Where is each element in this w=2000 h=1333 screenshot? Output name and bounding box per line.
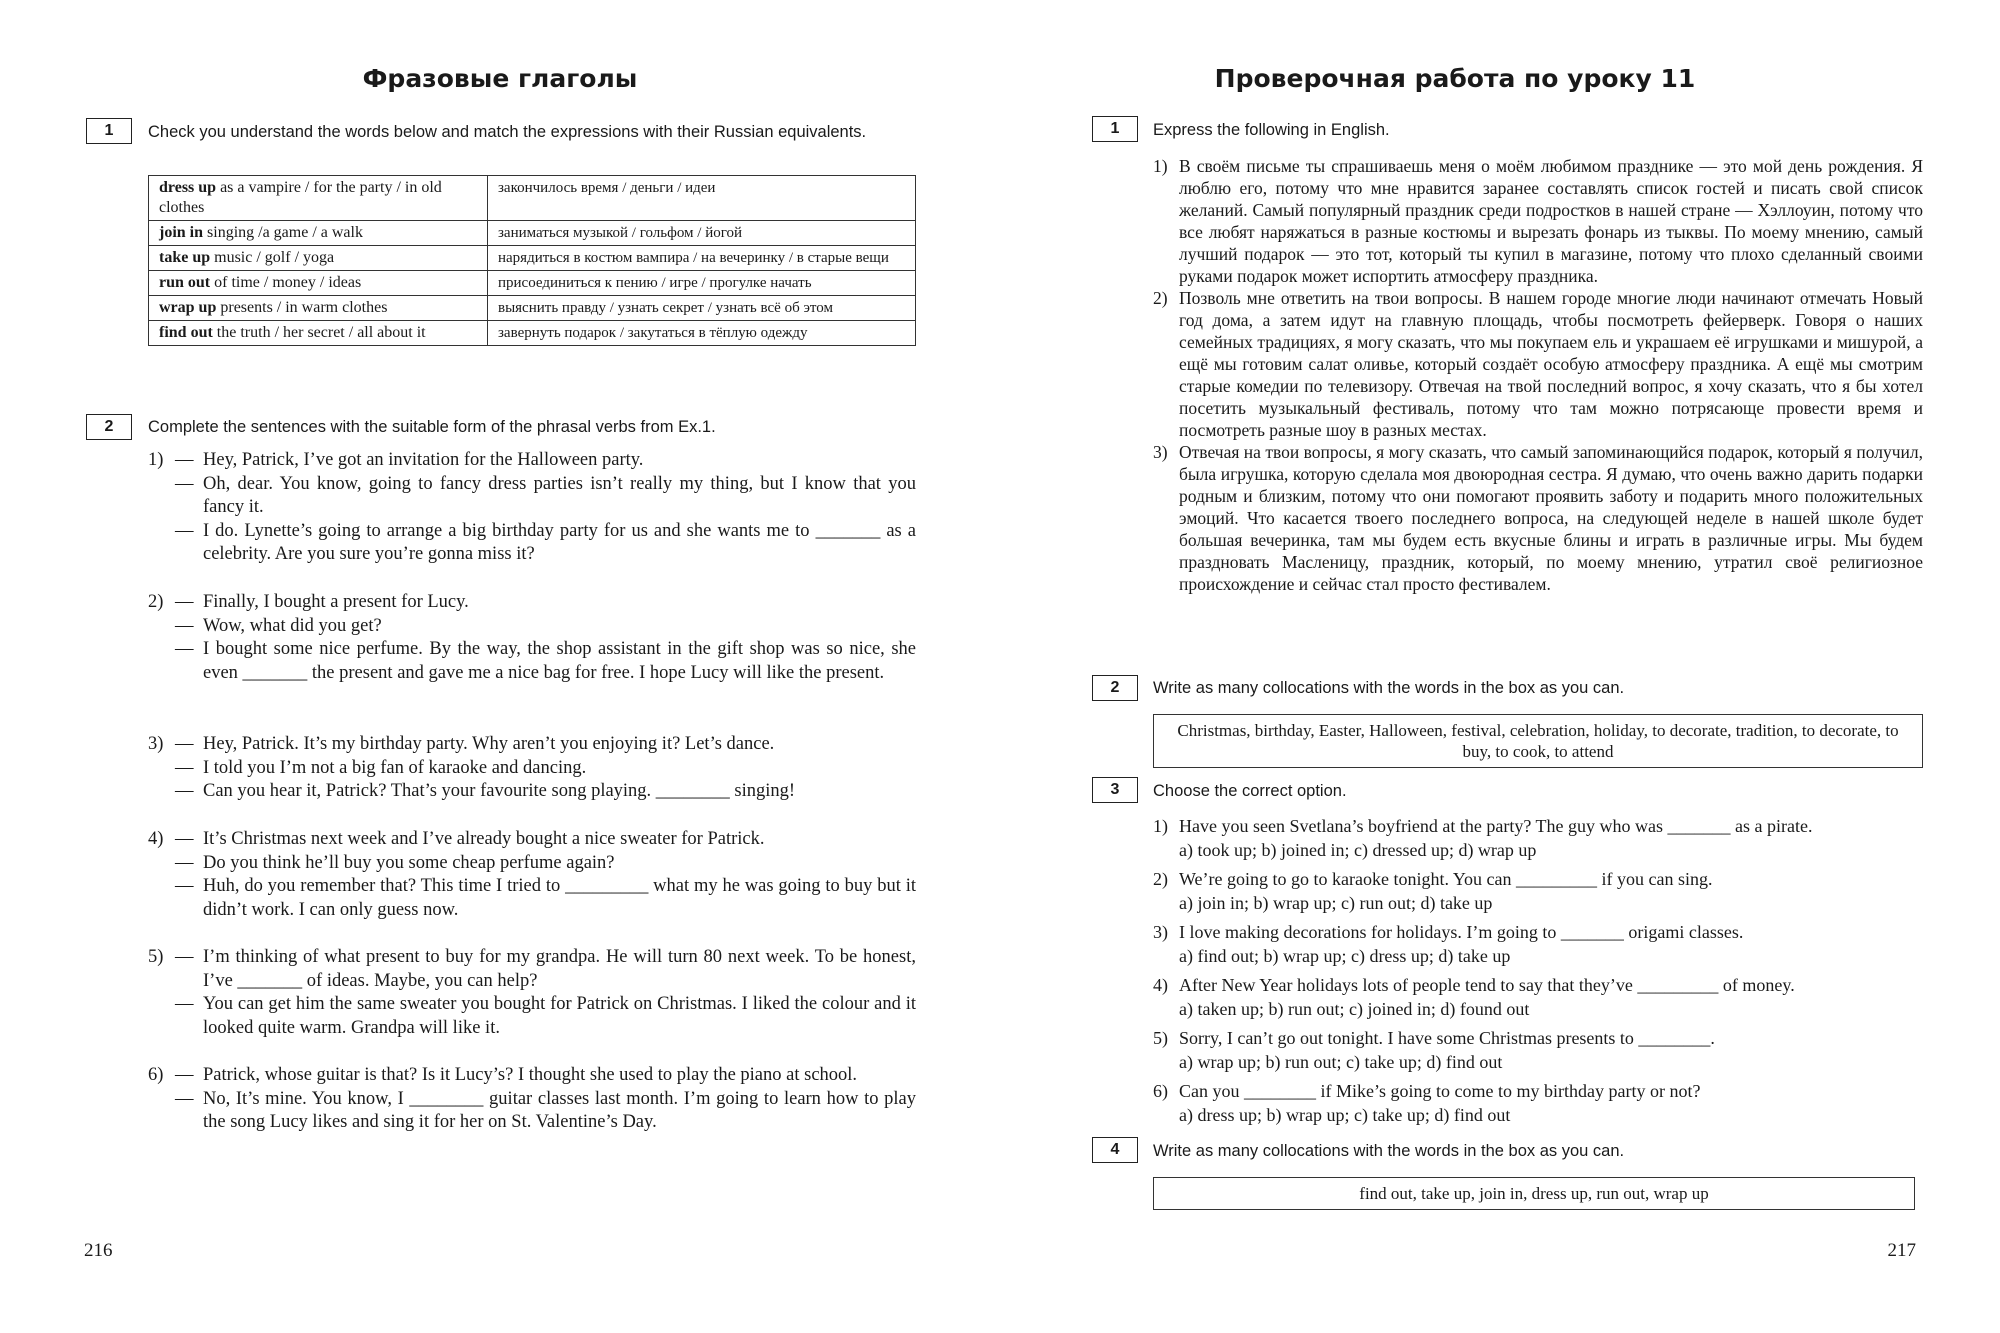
verb-collocations: presents / in warm clothes <box>216 299 388 316</box>
dash-marker: — <box>175 829 194 849</box>
dialogue-text: Hey, Patrick, I’ve got an invitation for the Halloween party. <box>203 450 644 470</box>
verb-collocations: singing /a game / a walk <box>203 224 363 241</box>
translation-item <box>1153 287 1923 441</box>
russian-equivalent-cell: заниматься музыкой / гольфом / йогой <box>488 221 916 246</box>
exercise-instruction: Write as many collocations with the words in the box as you can. <box>1153 1142 1625 1160</box>
question-text: Can you ________ if Mike’s going to come to my birthday party or not? <box>1179 1081 1701 1101</box>
item-number: 6) <box>148 1065 164 1085</box>
dialogue-line <box>148 520 916 567</box>
question-text: Have you seen Svetlana’s boyfriend at the party? The guy who was _______ as a pirate. <box>1179 816 1813 836</box>
answer-options: a) took up; b) joined in; c) dressed up; d) wrap up <box>1179 839 1537 860</box>
answer-options: a) join in; b) wrap up; c) run out; d) take up <box>1179 892 1493 913</box>
multiple-choice-list <box>1153 815 1923 1127</box>
dash-marker: — <box>175 639 194 659</box>
english-expression-cell <box>149 221 488 246</box>
dash-marker: — <box>175 781 194 801</box>
dialogue-text: I bought some nice perfume. By the way, the shop assistant in the gift shop was so nice, she even _______ the present and gave me a nice bag for free. I hope Lucy will like the present. <box>203 639 916 683</box>
item-number: 3) <box>148 734 164 754</box>
answer-options: a) find out; b) wrap up; c) dress up; d) take up <box>1179 945 1511 966</box>
dash-marker: — <box>175 947 194 967</box>
russian-equivalent-cell: нарядиться в костюм вампира / на вечеринку / в старые вещи <box>488 246 916 271</box>
page-number: 217 <box>1887 1240 1916 1261</box>
exercise-number-badge: 1 <box>1092 116 1138 142</box>
dialogue <box>148 591 916 685</box>
phrasal-verbs-table <box>148 175 916 346</box>
dialogue <box>148 449 916 567</box>
answer-options: a) taken up; b) run out; c) joined in; d) found out <box>1179 998 1530 1019</box>
dialogue-text: Do you think he’ll buy you some cheap perfume again? <box>203 852 615 873</box>
exercise-number-badge: 1 <box>86 118 132 144</box>
russian-equivalent-cell: закончилось время / деньги / идеи <box>488 176 916 221</box>
english-expression-cell <box>149 176 488 221</box>
english-expression-cell <box>149 246 488 271</box>
dash-marker: — <box>175 473 194 494</box>
item-number: 1) <box>1153 156 1168 176</box>
page-title: Фразовые глаголы <box>362 64 638 93</box>
phrasal-verb: dress up <box>159 179 217 196</box>
item-number: 2) <box>148 592 164 612</box>
dash-marker: — <box>175 852 194 873</box>
dialogue-text: I do. Lynette’s going to arrange a big birthday party for us and she wants me to _______ as a celebrity. Are you sure you’re gonna miss it? <box>203 520 916 564</box>
question-text: Sorry, I can’t go out tonight. I have some Christmas presents to ________. <box>1179 1028 1715 1048</box>
phrasal-verb: wrap up <box>159 299 217 316</box>
dash-marker: — <box>175 1088 194 1109</box>
dash-marker: — <box>175 592 194 612</box>
dash-marker: — <box>175 1065 194 1085</box>
table-row <box>149 296 916 321</box>
dialogue-line <box>148 1088 916 1135</box>
dash-marker: — <box>175 757 194 778</box>
choice-question <box>1153 868 1923 915</box>
exercise-number-badge: 2 <box>86 414 132 440</box>
page-title: Проверочная работа по уроку 11 <box>1214 64 1696 93</box>
answer-options: a) wrap up; b) run out; c) take up; d) find out <box>1179 1051 1503 1072</box>
item-number: 2) <box>1153 869 1168 889</box>
exercise-number-badge: 2 <box>1092 675 1138 701</box>
dialogue-text: It’s Christmas next week and I’ve already bought a nice sweater for Patrick. <box>203 829 765 849</box>
dialogue-text: You can get him the same sweater you bought for Patrick on Christmas. I liked the colour and it looked quite warm. Grandpa will like it. <box>203 994 916 1038</box>
dialogue <box>148 828 916 922</box>
verb-collocations: of time / money / ideas <box>210 274 362 291</box>
dialogue-line <box>148 757 916 781</box>
dialogue-line <box>148 449 916 473</box>
russian-equivalent-cell: присоединиться к пению / игре / прогулке начать <box>488 271 916 296</box>
dialogue-line <box>148 591 916 615</box>
dash-marker: — <box>175 520 194 541</box>
item-number: 2) <box>1153 288 1168 308</box>
english-expression-cell <box>149 321 488 346</box>
translation-task-list <box>1153 155 1923 595</box>
choice-question <box>1153 1080 1923 1127</box>
translation-text: Отвечая на твои вопросы, я могу сказать, что самый запоминающийся подарок, который я получил, была игрушка, которую сделала моя двоюродная сестра. Я думаю, что очень важно дарить подарки родным и близким, потому что они помогают проявить заботу и подарить много положительных эмоций. Что касается твоего последнего вопроса, на следующей неделе в нашей школе будет большая вечеринка, там мы будем есть вкусные блины и играть в различные игры. Мы будем праздновать Масленицу, праздник, который, по моему мнению, утратил своё религиозное происхождение и сейчас стал просто фестивалем. <box>1179 442 1923 594</box>
answer-options: a) dress up; b) wrap up; c) take up; d) find out <box>1179 1104 1511 1125</box>
item-number: 1) <box>1153 816 1168 836</box>
translation-item <box>1153 441 1923 595</box>
dialogue-text: Hey, Patrick. It’s my birthday party. Why aren’t you enjoying it? Let’s dance. <box>203 734 775 754</box>
dialogue-text: Finally, I bought a present for Lucy. <box>203 592 469 612</box>
dialogue-line <box>148 733 916 757</box>
choice-question <box>1153 815 1923 862</box>
dialogue-line <box>148 1064 916 1088</box>
item-number: 4) <box>148 829 164 849</box>
word-box: Christmas, birthday, Easter, Halloween, festival, celebration, holiday, to decorate, tradition, to decorate, to buy, to cook, to attend <box>1153 714 1923 768</box>
phrasal-verb: take up <box>159 249 211 266</box>
dialogue-text: Oh, dear. You know, going to fancy dress parties isn’t really my thing, but I know that you fancy it. <box>203 473 916 517</box>
dash-marker: — <box>175 615 194 636</box>
english-expression-cell <box>149 271 488 296</box>
choice-question <box>1153 921 1923 968</box>
page-number: 216 <box>84 1240 113 1261</box>
dialogue-text: I’m thinking of what present to buy for my grandpa. He will turn 80 next week. To be honest, I’ve _______ of ideas. Maybe, you can help? <box>203 947 916 991</box>
table-row <box>149 221 916 246</box>
item-number: 6) <box>1153 1081 1168 1101</box>
dialogue-line <box>148 993 916 1040</box>
dialogue-line <box>148 780 916 804</box>
dash-marker: — <box>175 450 194 470</box>
question-text: I love making decorations for holidays. I’m going to _______ origami classes. <box>1179 922 1744 942</box>
exercise-instruction: Check you understand the words below and match the expressions with their Russian equivalents. <box>148 123 867 141</box>
russian-equivalent-cell: завернуть подарок / закутаться в тёплую одежду <box>488 321 916 346</box>
dialogue <box>148 946 916 1040</box>
word-box: find out, take up, join in, dress up, run out, wrap up <box>1153 1177 1915 1210</box>
dialogue-text: Can you hear it, Patrick? That’s your favourite song playing. ________ singing! <box>203 781 796 801</box>
exercise-instruction: Write as many collocations with the words in the box as you can. <box>1153 679 1625 697</box>
russian-equivalent-cell: выяснить правду / узнать секрет / узнать всё об этом <box>488 296 916 321</box>
table-row <box>149 271 916 296</box>
dialogue-line <box>148 946 916 993</box>
exercise-number-badge: 4 <box>1092 1137 1138 1163</box>
verb-collocations: the truth / her secret / all about it <box>212 324 426 341</box>
dash-marker: — <box>175 994 194 1014</box>
table-row <box>149 246 916 271</box>
question-text: We’re going to go to karaoke tonight. You can _________ if you can sing. <box>1179 869 1713 889</box>
translation-item <box>1153 155 1923 287</box>
translation-text: Позволь мне ответить на твои вопросы. В нашем городе многие люди начинают отмечать Новый год дома, а затем идут на главную площадь, чтобы посмотреть фейерверк. Говоря о наших семейных традициях, я могу сказать, что мы покупаем ель и украшаем её игрушками и мишурой, а ещё мы готовим салат оливье, который создаёт особую атмосферу праздника. А ещё мы смотрим старые комедии по телевизору. Отвечая на твой последний вопрос, я хочу сказать, что я бы хотел посетить музыкальный фестиваль, потому что там можно потрясающе провести время и посмотреть разные шоу в разных местах. <box>1179 288 1923 440</box>
item-number: 5) <box>148 947 164 967</box>
dialogue-line <box>148 615 916 639</box>
verb-collocations: music / golf / yoga <box>210 249 335 266</box>
dash-marker: — <box>175 876 194 896</box>
dialogue-text: Wow, what did you get? <box>203 615 382 636</box>
dialogue-text: Patrick, whose guitar is that? Is it Lucy’s? I thought she used to play the piano at school. <box>203 1065 858 1085</box>
dialogue-line <box>148 473 916 520</box>
dialogue-line <box>148 828 916 852</box>
english-expression-cell <box>149 296 488 321</box>
item-number: 4) <box>1153 975 1168 995</box>
choice-question <box>1153 1027 1923 1074</box>
item-number: 3) <box>1153 922 1168 942</box>
dialogue <box>148 1064 916 1135</box>
exercise-instruction: Choose the correct option. <box>1153 782 1347 800</box>
item-number: 5) <box>1153 1028 1168 1048</box>
dialogue-line <box>148 638 916 685</box>
phrasal-verb: find out <box>159 324 213 341</box>
dialogue-text: Huh, do you remember that? This time I tried to _________ what my he was going to buy but it didn’t work. I can only guess now. <box>203 876 916 920</box>
dialogue <box>148 733 916 804</box>
verb-collocations: as a vampire / for the party / in old clothes <box>159 179 442 216</box>
dialogue-text: I told you I’m not a big fan of karaoke and dancing. <box>203 757 587 778</box>
dash-marker: — <box>175 734 194 754</box>
question-text: After New Year holidays lots of people tend to say that they’ve _________ of money. <box>1179 975 1795 995</box>
phrasal-verb: join in <box>159 224 204 241</box>
phrasal-verb: run out <box>159 274 211 291</box>
exercise-number-badge: 3 <box>1092 777 1138 803</box>
dialogue-text: No, It’s mine. You know, I ________ guitar classes last month. I’m going to learn how to play the song Lucy likes and sing it for her on St. Valentine’s Day. <box>203 1088 916 1132</box>
choice-question <box>1153 974 1923 1021</box>
dialogue-line <box>148 875 916 922</box>
exercise-instruction: Complete the sentences with the suitable form of the phrasal verbs from Ex.1. <box>148 418 716 436</box>
table-row <box>149 321 916 346</box>
dialogue-line <box>148 852 916 876</box>
item-number: 3) <box>1153 442 1168 462</box>
table-row <box>149 176 916 221</box>
translation-text: В своём письме ты спрашиваешь меня о моём любимом празднике — это мой день рождения. Я люблю его, потому что мне нравится заранее составлять список гостей и писать свой список желаний. Самый популярный праздник среди подростков в нашей стране — Хэллоуин, потому что все любят наряжаться в разные костюмы и вырезать фонарь из тыквы. По моему мнению, самый лучший подарок — это тот, который ты купил в магазине, потому что плохо сделанный своими руками подарок может испортить атмосферу праздника. <box>1179 156 1923 286</box>
exercise-instruction: Express the following in English. <box>1153 121 1390 139</box>
item-number: 1) <box>148 450 164 470</box>
